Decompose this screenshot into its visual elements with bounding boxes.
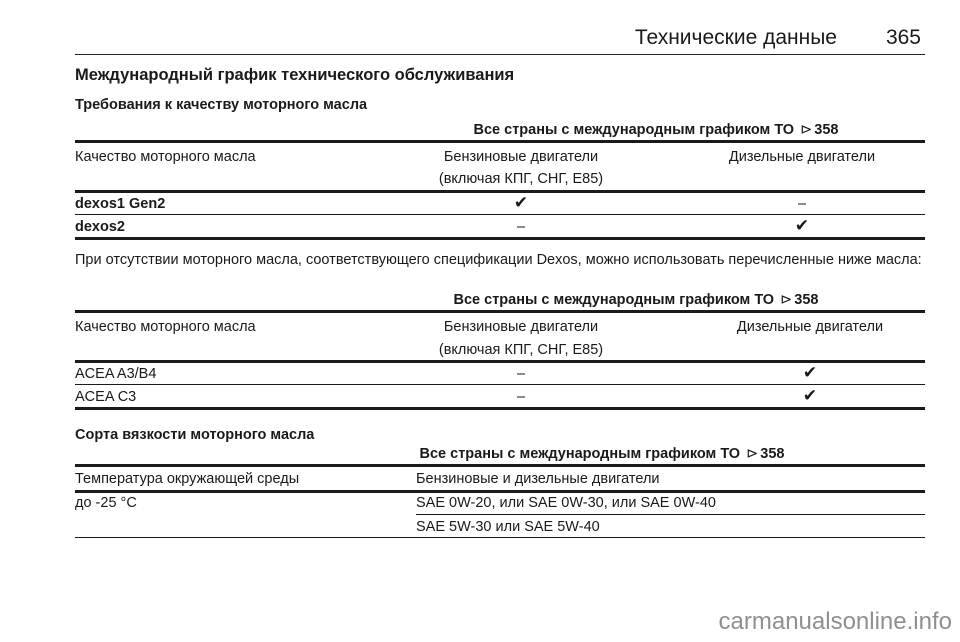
table-rule bbox=[75, 237, 925, 240]
body-paragraph: При отсутствии моторного масла, соответствующего спецификации Dexos, можно использовать перечисленные ниже масла: bbox=[75, 252, 922, 268]
caption-text: Все страны с международным графиком ТО bbox=[419, 446, 741, 462]
table-caption bbox=[454, 292, 819, 308]
table-rule bbox=[75, 490, 925, 493]
row-name: dexos2 bbox=[75, 219, 125, 235]
table-row-divider bbox=[75, 214, 925, 215]
table-caption bbox=[474, 122, 839, 138]
column-header-engines: Бензиновые и дизельные двигатели bbox=[416, 471, 660, 487]
watermark-text: carmanualsonline.info bbox=[718, 608, 952, 635]
check-icon: ✔ bbox=[794, 216, 810, 235]
dash-mark: – bbox=[516, 366, 526, 382]
manual-page bbox=[75, 0, 925, 642]
page-header bbox=[75, 26, 925, 55]
table-rule bbox=[75, 407, 925, 410]
check-icon: ✔ bbox=[802, 386, 818, 405]
section-title-viscosity: Сорта вязкости моторного масла bbox=[75, 427, 315, 443]
table-row-divider bbox=[75, 384, 925, 385]
column-header-oil-quality: Качество моторного масла bbox=[75, 319, 256, 335]
table-rule bbox=[75, 190, 925, 193]
row-name: ACEA A3/B4 bbox=[75, 366, 157, 382]
caption-text: Все страны с международным графиком ТО bbox=[473, 122, 795, 138]
column-header-diesel: Дизельные двигатели bbox=[736, 319, 884, 335]
arrow-ref-icon: ⊳ bbox=[800, 122, 813, 138]
alternative-oil-table bbox=[75, 288, 925, 412]
temperature-cell: до -25 °C bbox=[75, 495, 137, 511]
table-caption bbox=[420, 446, 785, 462]
table-rule bbox=[75, 310, 925, 313]
row-name: ACEA C3 bbox=[75, 389, 137, 405]
viscosity-table bbox=[75, 444, 925, 540]
main-heading: Международный график технического обслуживания bbox=[75, 66, 515, 84]
check-icon: ✔ bbox=[513, 193, 529, 212]
page-number: 365 bbox=[885, 26, 921, 49]
viscosity-grade-cell: SAE 0W-20, или SAE 0W-30, или SAE 0W-40 bbox=[416, 495, 716, 511]
column-header-diesel: Дизельные двигатели bbox=[728, 149, 876, 165]
table-rule bbox=[75, 140, 925, 143]
header-title: Технические данные bbox=[634, 26, 837, 49]
column-header-oil-quality: Качество моторного масла bbox=[75, 149, 256, 165]
column-header-petrol: Бензиновые двигатели bbox=[443, 319, 599, 335]
dash-mark: – bbox=[797, 196, 807, 212]
column-subheader-petrol: (включая КПГ, СНГ, E85) bbox=[438, 342, 604, 358]
viscosity-grade-cell: SAE 5W-30 или SAE 5W-40 bbox=[416, 519, 600, 535]
table-rule bbox=[75, 464, 925, 467]
dash-mark: – bbox=[516, 219, 526, 235]
page-reference: 358 bbox=[760, 446, 785, 462]
arrow-ref-icon: ⊳ bbox=[780, 292, 793, 308]
table-row-divider bbox=[416, 514, 925, 515]
column-header-petrol: Бензиновые двигатели bbox=[443, 149, 599, 165]
check-icon: ✔ bbox=[802, 363, 818, 382]
dash-mark: – bbox=[516, 389, 526, 405]
section-title-oil-quality: Требования к качеству моторного масла bbox=[75, 97, 368, 113]
caption-text: Все страны с международным графиком ТО bbox=[453, 292, 775, 308]
column-header-temperature: Температура окружающей среды bbox=[75, 471, 300, 487]
table-row-divider bbox=[75, 537, 925, 538]
page-reference: 358 bbox=[814, 122, 839, 138]
table-rule bbox=[75, 360, 925, 363]
arrow-ref-icon: ⊳ bbox=[746, 446, 759, 462]
page-reference: 358 bbox=[794, 292, 819, 308]
oil-quality-table bbox=[75, 116, 925, 242]
row-name: dexos1 Gen2 bbox=[75, 196, 166, 212]
column-subheader-petrol: (включая КПГ, СНГ, E85) bbox=[438, 171, 604, 187]
